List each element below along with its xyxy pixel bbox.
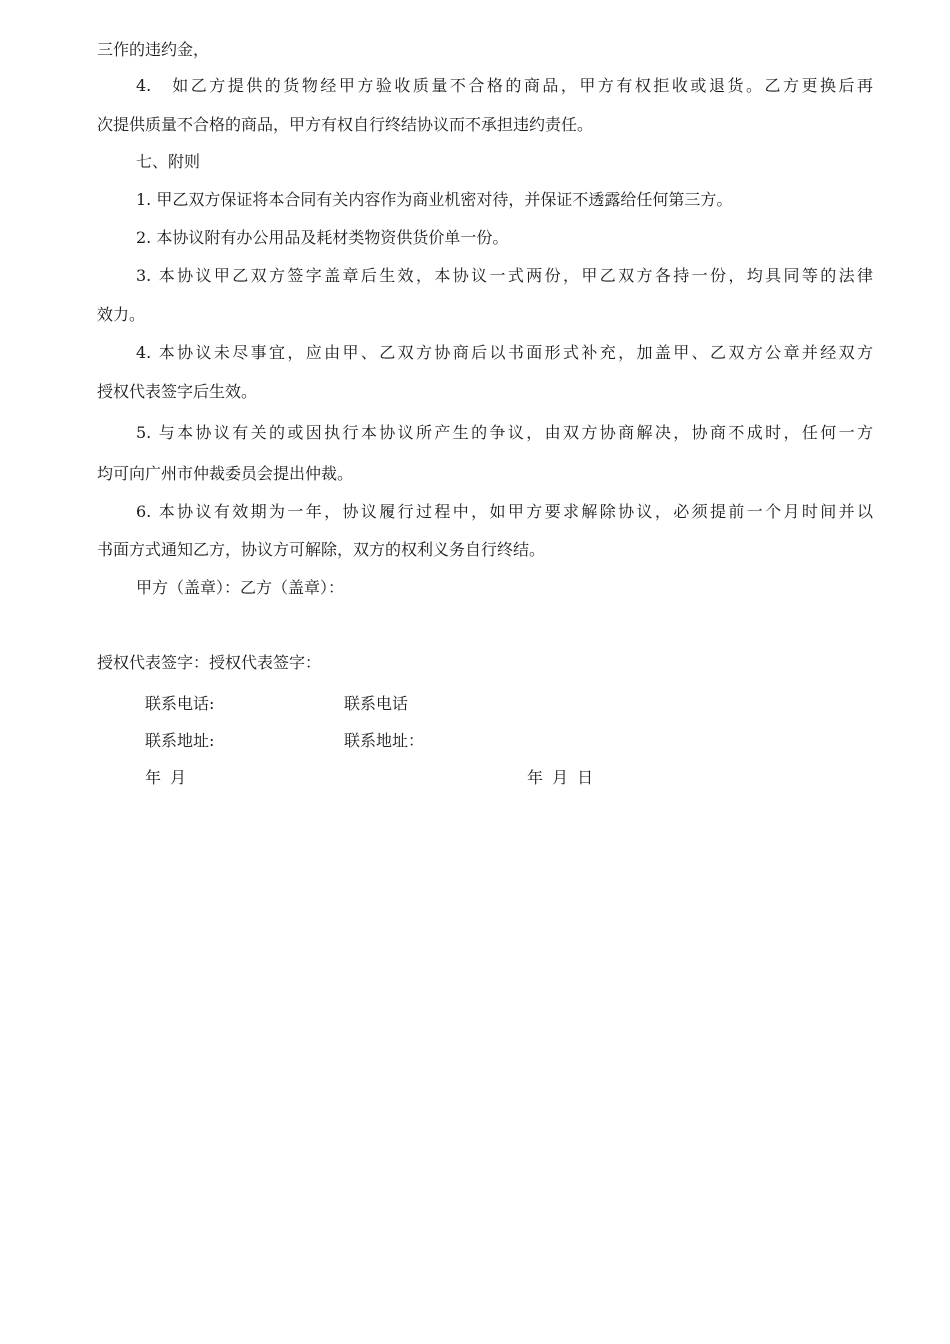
party-b-address-label: 联系地址： [344, 731, 425, 750]
appendix-item-1: 1. 甲乙双方保证将本合同有关内容作为商业机密对待，并保证不透露给任何第三方。 [136, 190, 733, 209]
appendix-item-6-line-2: 书面方式通知乙方，协议方可解除，双方的权利义务自行终结。 [97, 540, 546, 559]
appendix-item-2: 2. 本协议附有办公用品及耗材类物资供货价单一份。 [136, 228, 509, 247]
seal-line: 甲方（盖章）：乙方（盖章）： [136, 578, 345, 597]
party-a-date: 年 月 [145, 768, 187, 787]
appendix-heading: 七、附则 [136, 152, 201, 171]
appendix-item-6-line-1: 6. 本协议有效期为一年，协议履行过程中，如甲方要求解除协议，必须提前一个月时间并以 [136, 502, 873, 521]
appendix-item-5-line-1: 5. 与本协议有关的或因执行本协议所产生的争议，由双方协商解决，协商不成时，任何一方 [136, 423, 873, 442]
appendix-item-5-line-2: 均可向广州市仲裁委员会提出仲裁。 [97, 464, 354, 483]
party-a-phone-label: 联系电话: [145, 694, 215, 713]
appendix-item-3-line-1: 3. 本协议甲乙双方签字盖章后生效，本协议一式两份，甲乙双方各持一份，均具同等的法律 [136, 266, 873, 285]
representative-signature-line: 授权代表签字：授权代表签字： [97, 653, 322, 672]
appendix-item-4-line-1: 4. 本协议未尽事宜，应由甲、乙双方协商后以书面形式补充，加盖甲、乙双方公章并经双方 [136, 343, 873, 362]
party-a-address-label: 联系地址: [145, 731, 215, 750]
breach-item-4-line-1: 4. 如乙方提供的货物经甲方验收质量不合格的商品，甲方有权拒收或退货。乙方更换后再 [136, 76, 873, 95]
party-b-phone-label: 联系电话 [344, 694, 409, 713]
appendix-item-3-line-2: 效力。 [97, 305, 146, 324]
previous-clause-tail: 三作的违约金， [97, 40, 210, 59]
breach-item-4-line-2: 次提供质量不合格的商品，甲方有权自行终结协议而不承担违约责任。 [97, 115, 594, 134]
party-b-date: 年 月 日 [527, 768, 594, 787]
appendix-item-4-line-2: 授权代表签字后生效。 [97, 382, 258, 401]
